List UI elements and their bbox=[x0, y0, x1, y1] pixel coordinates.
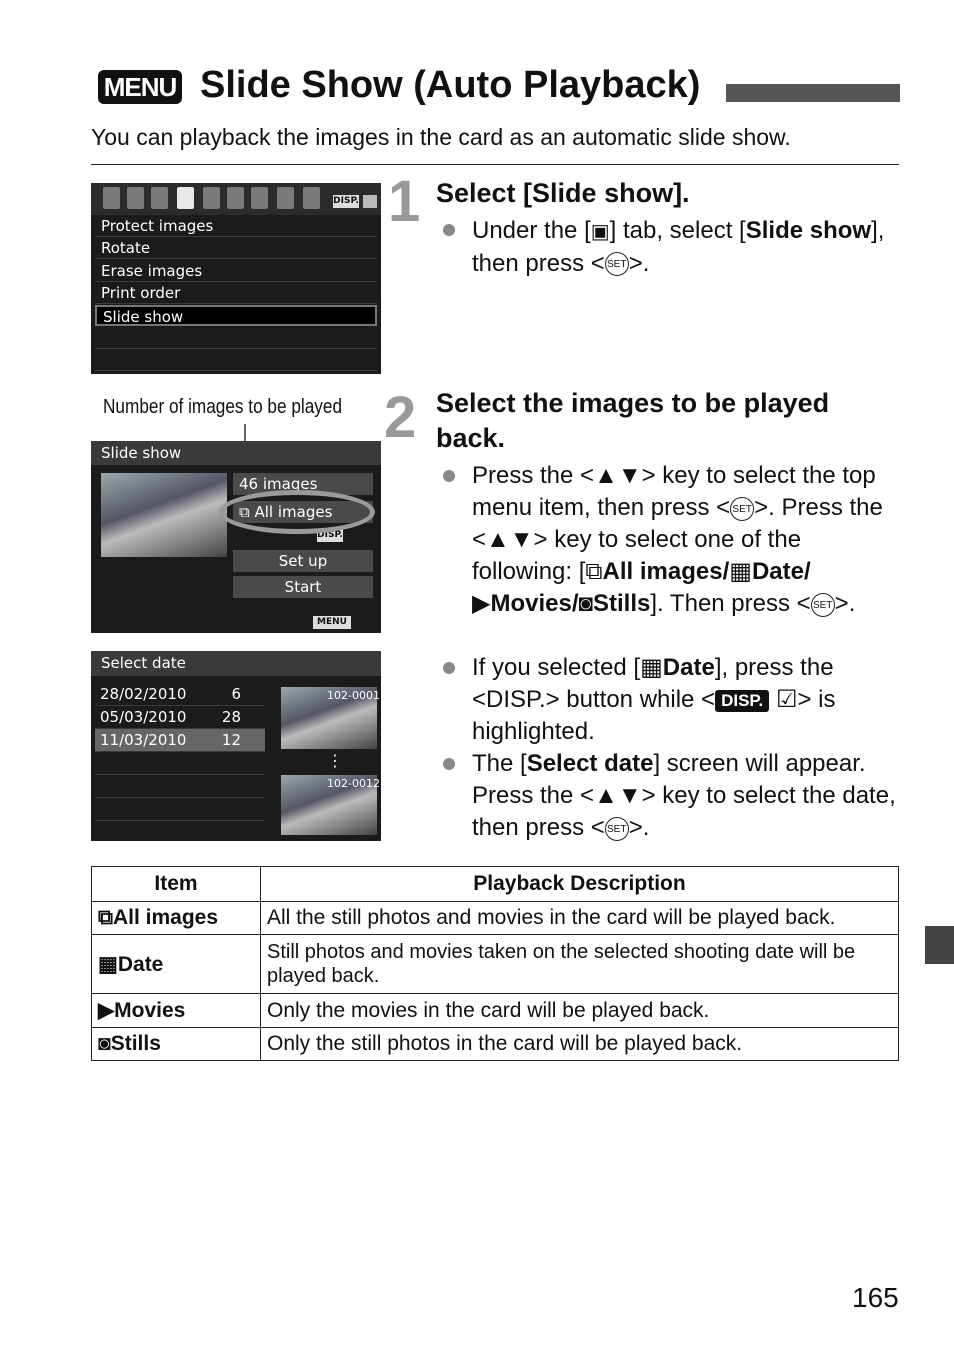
step2-instruction-3 bbox=[472, 748, 902, 844]
text-bold: Slide show bbox=[745, 217, 872, 244]
date-count: 28 bbox=[221, 708, 241, 726]
bullet-icon bbox=[443, 224, 455, 236]
preview-photo bbox=[101, 473, 227, 557]
date-row-empty bbox=[95, 752, 265, 775]
text: > key to select the top menu item, then press < bbox=[472, 462, 876, 521]
item-label: Stills bbox=[110, 1032, 161, 1055]
text: ] tab, select [ bbox=[609, 217, 746, 244]
camera-icon: ◙ bbox=[98, 1032, 111, 1055]
table-row bbox=[92, 994, 899, 1028]
count-caption: Number of images to be played bbox=[103, 396, 343, 418]
text: >. Press the < bbox=[472, 494, 883, 553]
playback-menu-screen bbox=[91, 183, 381, 374]
playback-tab-selected-icon bbox=[177, 187, 194, 209]
desc-cell: Only the movies in the card will be played back. bbox=[261, 994, 899, 1028]
bullet-icon bbox=[443, 662, 455, 674]
desc-cell: Still photos and movies taken on the selected shooting date will be played back. bbox=[261, 935, 899, 994]
highlight-ring bbox=[219, 490, 375, 534]
text: >. bbox=[628, 249, 650, 277]
thumbnail-file-number: 102-0012 bbox=[327, 777, 380, 790]
all-images-icon: ⧉ bbox=[98, 906, 113, 929]
table-row bbox=[92, 935, 899, 994]
text: > button while < bbox=[545, 686, 716, 713]
title-decorative-bar bbox=[726, 84, 900, 102]
date-calendar-icon: ▦ bbox=[729, 558, 752, 585]
image-count: 46 images bbox=[233, 473, 373, 495]
menu-tab-row bbox=[91, 183, 381, 215]
text-bold: Date bbox=[662, 654, 715, 681]
step-title: Select the images to be played back. bbox=[436, 388, 830, 453]
text-bold: Stills bbox=[593, 590, 651, 617]
grid-icon bbox=[363, 195, 377, 208]
set-button-icon: SET bbox=[605, 252, 629, 276]
setup-item: Set up bbox=[233, 550, 373, 572]
playback-tab-icon: ▣ bbox=[590, 220, 610, 243]
item-label: Movies bbox=[114, 999, 186, 1022]
chapter-side-tab bbox=[925, 926, 954, 964]
playback-tab-icon bbox=[103, 187, 120, 209]
text-bold: Date/ bbox=[751, 558, 811, 585]
text: > key to select one of the following: [ bbox=[472, 526, 802, 585]
date-count: 6 bbox=[231, 685, 241, 703]
date-value: 05/03/2010 bbox=[100, 708, 187, 726]
date-value: 28/02/2010 bbox=[100, 685, 187, 703]
column-header: Item bbox=[92, 867, 261, 902]
playback-tab-icon bbox=[151, 187, 168, 209]
menu-item-protect: Protect images bbox=[95, 216, 377, 237]
updown-key-icon: ▲▼ bbox=[486, 526, 534, 553]
text-bold: All images/ bbox=[602, 558, 730, 585]
table-row bbox=[92, 902, 899, 935]
text: If you selected [ bbox=[472, 654, 641, 681]
updown-key-icon: ▲▼ bbox=[594, 462, 642, 489]
date-row bbox=[95, 706, 265, 729]
step-number: 1 bbox=[388, 169, 421, 234]
step-number: 2 bbox=[384, 385, 417, 450]
text: Press the < bbox=[472, 462, 595, 489]
menu-return-icon: MENU bbox=[313, 616, 351, 629]
date-value: 11/03/2010 bbox=[100, 731, 187, 749]
camera-icon: ◙ bbox=[578, 590, 593, 617]
item-cell bbox=[92, 935, 261, 994]
text: ] screen will appear. Press the < bbox=[472, 750, 866, 809]
text: Under the [ bbox=[472, 217, 591, 244]
bullet-icon bbox=[443, 470, 455, 482]
select-date-screen bbox=[91, 651, 381, 841]
date-row-empty bbox=[95, 775, 265, 798]
setup-tab-icon bbox=[227, 187, 244, 209]
date-count: 12 bbox=[221, 731, 241, 749]
playback-tab-icon bbox=[203, 187, 220, 209]
date-row-empty bbox=[95, 798, 265, 821]
page-title: Slide Show (Auto Playback) bbox=[200, 64, 701, 106]
menu-item-empty bbox=[95, 328, 377, 349]
item-label: All images bbox=[113, 906, 219, 929]
menu-item-rotate: Rotate bbox=[95, 238, 377, 259]
text: > is highlighted. bbox=[472, 686, 836, 745]
column-header: Playback Description bbox=[261, 867, 899, 902]
desc-cell: All the still photos and movies in the card will be played back. bbox=[261, 902, 899, 935]
item-label: Date bbox=[117, 952, 164, 976]
disp-button-label: DISP. bbox=[486, 686, 546, 713]
selection-label: All images bbox=[254, 503, 333, 521]
date-row-selected bbox=[95, 729, 265, 752]
check-box-icon: ☑ bbox=[769, 686, 798, 713]
playback-options-table bbox=[91, 866, 899, 1061]
menu-badge-label: MENU bbox=[103, 71, 177, 102]
step2-instruction-2 bbox=[472, 652, 902, 748]
movie-icon: ▶ bbox=[472, 590, 491, 617]
text: > key to select the date, then press < bbox=[472, 782, 896, 841]
setup-tab-icon bbox=[277, 187, 294, 209]
all-images-icon: ⧉ bbox=[239, 503, 255, 521]
item-cell bbox=[92, 994, 261, 1028]
disp-button-icon: DISP. bbox=[317, 530, 343, 540]
date-row bbox=[95, 683, 265, 706]
page-number: 165 bbox=[852, 1282, 899, 1313]
date-calendar-icon: ▦ bbox=[640, 654, 663, 681]
menu-tab-badge bbox=[98, 70, 182, 104]
step-title: Select [Slide show]. bbox=[436, 178, 690, 208]
text: The [ bbox=[472, 750, 527, 777]
set-button-icon: SET bbox=[811, 593, 835, 617]
table-header-row bbox=[92, 867, 899, 902]
text: ], then press < bbox=[472, 217, 885, 277]
set-button-icon: SET bbox=[730, 497, 754, 521]
screen-header: Slide show bbox=[91, 441, 381, 465]
text-bold: Movies/ bbox=[490, 590, 579, 617]
disp-icon: DISP. bbox=[715, 690, 769, 712]
date-calendar-icon: ▦ bbox=[98, 952, 118, 976]
text: ], press the < bbox=[472, 654, 834, 713]
all-images-icon: ⧉ bbox=[585, 558, 603, 585]
ellipsis-icon: ⋮ bbox=[327, 751, 343, 770]
item-cell bbox=[92, 902, 261, 935]
start-item: Start bbox=[233, 576, 373, 598]
updown-key-icon: ▲▼ bbox=[594, 782, 642, 809]
desc-cell: Only the still photos in the card will be played back. bbox=[261, 1028, 899, 1061]
step2-instruction-1 bbox=[472, 460, 902, 620]
divider bbox=[91, 164, 899, 165]
menu-item-print-order: Print order bbox=[95, 283, 377, 304]
text: >. bbox=[834, 590, 856, 617]
disp-button-icon: DISP. bbox=[333, 196, 359, 206]
menu-item-empty bbox=[95, 350, 377, 371]
text: >. bbox=[628, 814, 650, 841]
bullet-icon bbox=[443, 758, 455, 770]
intro-text: You can playback the images in the card as an automatic slide show. bbox=[91, 124, 791, 150]
playback-tab-icon bbox=[127, 187, 144, 209]
step1-instruction bbox=[472, 215, 892, 280]
table-row bbox=[92, 1028, 899, 1061]
thumbnail-file-number: 102-0001 bbox=[327, 689, 380, 702]
setup-tab-icon bbox=[251, 187, 268, 209]
text-bold: Select date bbox=[526, 750, 654, 777]
text: ]. Then press < bbox=[650, 590, 811, 617]
screen-header: Select date bbox=[91, 651, 381, 676]
item-cell bbox=[92, 1028, 261, 1061]
menu-item-slide-show: Slide show bbox=[95, 305, 377, 326]
set-button-icon: SET bbox=[605, 817, 629, 841]
movie-icon: ▶ bbox=[98, 999, 115, 1022]
menu-item-erase: Erase images bbox=[95, 261, 377, 282]
slideshow-setup-screen bbox=[91, 441, 381, 633]
mymenu-star-icon bbox=[303, 187, 320, 209]
